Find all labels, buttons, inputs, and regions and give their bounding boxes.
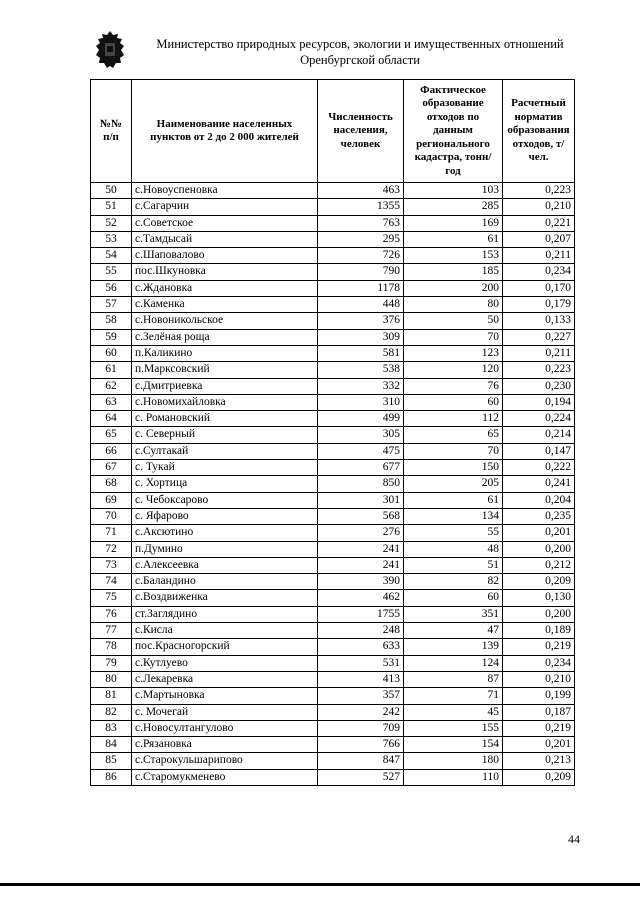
cell-actual-waste: 45 [404,704,503,720]
cell-norm: 0,211 [503,345,575,361]
cell-number: 58 [91,313,132,329]
cell-population: 332 [318,378,404,394]
cell-number: 80 [91,671,132,687]
cell-number: 74 [91,574,132,590]
cell-norm: 0,209 [503,574,575,590]
cell-settlement: с.Кутлуево [132,655,318,671]
cell-actual-waste: 351 [404,606,503,622]
cell-settlement: с.Лекаревка [132,671,318,687]
cell-actual-waste: 70 [404,329,503,345]
cell-norm: 0,201 [503,525,575,541]
cell-settlement: с.Каменка [132,297,318,313]
cell-number: 84 [91,737,132,753]
table-row [91,313,575,329]
table-row [91,753,575,769]
table-row [91,215,575,231]
cell-norm: 0,194 [503,394,575,410]
table-row [91,199,575,215]
cell-actual-waste: 51 [404,557,503,573]
cell-settlement: пос.Шкуновка [132,264,318,280]
table-header-row [91,80,575,183]
col-header-population: Численность населения, человек [318,80,404,183]
coat-of-arms-icon [94,30,126,70]
cell-population: 766 [318,737,404,753]
cell-actual-waste: 50 [404,313,503,329]
cell-population: 276 [318,525,404,541]
table-row [91,737,575,753]
table-row [91,427,575,443]
cell-settlement: п.Марксовский [132,362,318,378]
table-row [91,688,575,704]
cell-settlement: ст.Заглядино [132,606,318,622]
cell-population: 462 [318,590,404,606]
cell-number: 53 [91,231,132,247]
cell-settlement: с.Мартыновка [132,688,318,704]
cell-number: 57 [91,297,132,313]
table-row [91,639,575,655]
cell-actual-waste: 103 [404,183,503,199]
cell-actual-waste: 110 [404,769,503,785]
cell-actual-waste: 112 [404,411,503,427]
cell-norm: 0,214 [503,427,575,443]
cell-norm: 0,179 [503,297,575,313]
cell-population: 677 [318,460,404,476]
cell-actual-waste: 205 [404,476,503,492]
cell-population: 376 [318,313,404,329]
cell-settlement: с.Сагарчин [132,199,318,215]
cell-number: 60 [91,345,132,361]
cell-number: 59 [91,329,132,345]
cell-actual-waste: 150 [404,460,503,476]
cell-population: 309 [318,329,404,345]
cell-norm: 0,210 [503,671,575,687]
cell-population: 581 [318,345,404,361]
cell-norm: 0,219 [503,720,575,736]
cell-number: 76 [91,606,132,622]
table-row [91,720,575,736]
header-line-2: Оренбургской области [300,53,420,67]
cell-population: 763 [318,215,404,231]
cell-settlement: пос.Красногорский [132,639,318,655]
cell-number: 51 [91,199,132,215]
cell-settlement: с. Тукай [132,460,318,476]
cell-settlement: с.Кисла [132,623,318,639]
cell-norm: 0,200 [503,541,575,557]
table-row [91,492,575,508]
cell-settlement: с.Тамдысай [132,231,318,247]
cell-number: 68 [91,476,132,492]
table-row [91,671,575,687]
cell-actual-waste: 60 [404,394,503,410]
cell-norm: 0,213 [503,753,575,769]
cell-actual-waste: 48 [404,541,503,557]
cell-settlement: с.Новомихайловка [132,394,318,410]
cell-number: 65 [91,427,132,443]
cell-actual-waste: 61 [404,231,503,247]
cell-actual-waste: 185 [404,264,503,280]
cell-number: 79 [91,655,132,671]
cell-settlement: с.Рязановка [132,737,318,753]
cell-population: 248 [318,623,404,639]
table-row [91,704,575,720]
cell-actual-waste: 47 [404,623,503,639]
table-row [91,362,575,378]
cell-population: 847 [318,753,404,769]
cell-number: 62 [91,378,132,394]
col-header-actual-waste: Фактическое образование отходов по данным регионального кадастра, тонн/год [404,80,503,183]
cell-settlement: с.Баландино [132,574,318,590]
table-row [91,280,575,296]
cell-settlement: с.Султакай [132,443,318,459]
cell-number: 55 [91,264,132,280]
table-row [91,443,575,459]
cell-actual-waste: 124 [404,655,503,671]
cell-population: 295 [318,231,404,247]
cell-norm: 0,201 [503,737,575,753]
cell-population: 241 [318,557,404,573]
table-row [91,476,575,492]
document-header [140,36,580,68]
cell-norm: 0,223 [503,362,575,378]
table-row [91,329,575,345]
table-row [91,411,575,427]
cell-norm: 0,235 [503,508,575,524]
cell-settlement: с. Романовский [132,411,318,427]
cell-actual-waste: 87 [404,671,503,687]
cell-number: 67 [91,460,132,476]
table-row [91,378,575,394]
cell-norm: 0,170 [503,280,575,296]
cell-settlement: с. Северный [132,427,318,443]
cell-actual-waste: 65 [404,427,503,443]
cell-actual-waste: 61 [404,492,503,508]
cell-settlement: с.Старомукменево [132,769,318,785]
table-row [91,557,575,573]
cell-number: 85 [91,753,132,769]
cell-settlement: с.Старокульшарипово [132,753,318,769]
cell-population: 531 [318,655,404,671]
bottom-divider [0,883,640,886]
cell-norm: 0,189 [503,623,575,639]
cell-actual-waste: 155 [404,720,503,736]
cell-actual-waste: 80 [404,297,503,313]
table-row [91,541,575,557]
table-row [91,460,575,476]
cell-population: 1178 [318,280,404,296]
cell-population: 790 [318,264,404,280]
cell-population: 301 [318,492,404,508]
table-row [91,264,575,280]
cell-actual-waste: 60 [404,590,503,606]
cell-settlement: п.Каликино [132,345,318,361]
cell-number: 81 [91,688,132,704]
cell-settlement: с. Мочегай [132,704,318,720]
cell-number: 72 [91,541,132,557]
cell-norm: 0,221 [503,215,575,231]
cell-number: 71 [91,525,132,541]
cell-population: 310 [318,394,404,410]
cell-population: 390 [318,574,404,590]
cell-number: 66 [91,443,132,459]
table-row [91,606,575,622]
cell-population: 413 [318,671,404,687]
header-line-1: Министерство природных ресурсов, экологии и имущественных отношений [156,37,564,51]
cell-norm: 0,234 [503,655,575,671]
cell-population: 1755 [318,606,404,622]
cell-norm: 0,241 [503,476,575,492]
cell-settlement: с.Дмитриевка [132,378,318,394]
cell-norm: 0,211 [503,248,575,264]
page-number: 44 [568,832,580,846]
cell-actual-waste: 139 [404,639,503,655]
cell-number: 73 [91,557,132,573]
cell-population: 242 [318,704,404,720]
cell-population: 709 [318,720,404,736]
table-row [91,655,575,671]
cell-number: 69 [91,492,132,508]
cell-settlement: с.Новоникольское [132,313,318,329]
cell-settlement: с. Чебоксарово [132,492,318,508]
cell-settlement: с.Новоуспеновка [132,183,318,199]
cell-population: 726 [318,248,404,264]
cell-norm: 0,210 [503,199,575,215]
table-row [91,394,575,410]
col-header-norm: Расчетный норматив образования отходов, т/чел. [503,80,575,183]
table-row [91,231,575,247]
cell-actual-waste: 153 [404,248,503,264]
cell-number: 83 [91,720,132,736]
cell-population: 538 [318,362,404,378]
cell-norm: 0,230 [503,378,575,394]
table-row [91,769,575,785]
cell-number: 77 [91,623,132,639]
cell-number: 61 [91,362,132,378]
cell-norm: 0,133 [503,313,575,329]
cell-number: 82 [91,704,132,720]
cell-number: 52 [91,215,132,231]
cell-population: 568 [318,508,404,524]
cell-number: 56 [91,280,132,296]
cell-settlement: с.Ждановка [132,280,318,296]
cell-number: 70 [91,508,132,524]
cell-norm: 0,224 [503,411,575,427]
cell-actual-waste: 82 [404,574,503,590]
cell-settlement: с.Советское [132,215,318,231]
cell-settlement: с. Хортица [132,476,318,492]
cell-norm: 0,209 [503,769,575,785]
cell-number: 50 [91,183,132,199]
cell-settlement: с.Новосултангулово [132,720,318,736]
cell-population: 499 [318,411,404,427]
cell-actual-waste: 71 [404,688,503,704]
cell-population: 448 [318,297,404,313]
cell-actual-waste: 123 [404,345,503,361]
cell-population: 850 [318,476,404,492]
cell-population: 241 [318,541,404,557]
cell-actual-waste: 285 [404,199,503,215]
cell-population: 527 [318,769,404,785]
cell-actual-waste: 200 [404,280,503,296]
cell-actual-waste: 134 [404,508,503,524]
cell-settlement: с.Алексеевка [132,557,318,573]
col-header-number: №№ п/п [91,80,132,183]
cell-actual-waste: 76 [404,378,503,394]
cell-norm: 0,222 [503,460,575,476]
cell-norm: 0,187 [503,704,575,720]
cell-settlement: с.Воздвиженка [132,590,318,606]
cell-norm: 0,147 [503,443,575,459]
cell-population: 633 [318,639,404,655]
cell-settlement: п.Думино [132,541,318,557]
cell-actual-waste: 120 [404,362,503,378]
cell-norm: 0,204 [503,492,575,508]
table-row [91,574,575,590]
cell-number: 75 [91,590,132,606]
cell-norm: 0,227 [503,329,575,345]
cell-number: 86 [91,769,132,785]
table-row [91,590,575,606]
cell-norm: 0,200 [503,606,575,622]
cell-actual-waste: 55 [404,525,503,541]
table-row [91,525,575,541]
table-row [91,623,575,639]
cell-norm: 0,212 [503,557,575,573]
table-body [91,183,575,786]
col-header-settlement: Наименование населенных пунктов от 2 до 2 000 жителей [132,80,318,183]
cell-population: 475 [318,443,404,459]
table-row [91,248,575,264]
cell-norm: 0,130 [503,590,575,606]
cell-population: 305 [318,427,404,443]
cell-norm: 0,223 [503,183,575,199]
cell-settlement: с.Аксютино [132,525,318,541]
cell-actual-waste: 169 [404,215,503,231]
cell-population: 357 [318,688,404,704]
cell-number: 64 [91,411,132,427]
cell-norm: 0,207 [503,231,575,247]
cell-number: 54 [91,248,132,264]
table-row [91,345,575,361]
table-row [91,183,575,199]
cell-number: 63 [91,394,132,410]
table-row [91,508,575,524]
cell-settlement: с.Зелёная роща [132,329,318,345]
cell-actual-waste: 180 [404,753,503,769]
cell-norm: 0,234 [503,264,575,280]
cell-actual-waste: 154 [404,737,503,753]
cell-population: 463 [318,183,404,199]
cell-actual-waste: 70 [404,443,503,459]
cell-norm: 0,199 [503,688,575,704]
cell-settlement: с. Яфарово [132,508,318,524]
settlements-waste-table [90,79,575,786]
cell-number: 78 [91,639,132,655]
table-row [91,297,575,313]
cell-population: 1355 [318,199,404,215]
cell-settlement: с.Шаповалово [132,248,318,264]
cell-norm: 0,219 [503,639,575,655]
